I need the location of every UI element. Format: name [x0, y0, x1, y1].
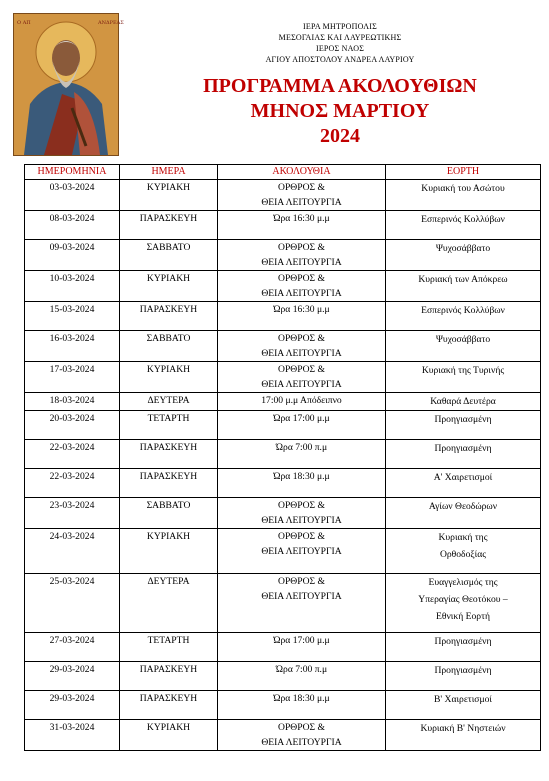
day-cell [120, 411, 218, 440]
service-cell [218, 498, 386, 529]
service-cell-line: ΘΕΙΑ ΛΕΙΤΟΥΡΓΙΑ [261, 348, 342, 359]
day-cell [120, 393, 218, 411]
table-row [25, 469, 541, 498]
day-cell-line: ΤΕΤΑΡΤΗ [147, 413, 190, 424]
feast-cell [386, 574, 541, 633]
date-cell-line: 09-03-2024 [49, 242, 95, 253]
service-cell-line: Ώρα 17:00 μ.μ [273, 635, 330, 646]
date-cell [25, 662, 120, 691]
day-cell-line: ΣΑΒΒΑΤΟ [146, 242, 191, 253]
service-cell [218, 691, 386, 720]
table-row [25, 211, 541, 240]
feast-cell-line: Εσπερινός Κολλύβων [421, 214, 505, 225]
service-cell [218, 180, 386, 211]
service-cell-line: ΟΡΘΡΟΣ & [278, 531, 325, 542]
services-table [24, 164, 541, 751]
feast-cell [386, 393, 541, 411]
column-header-service: ΑΚΟΛΟΥΘΙΑ [218, 165, 386, 180]
date-cell-line: 15-03-2024 [49, 304, 95, 315]
service-cell-line: ΘΕΙΑ ΛΕΙΤΟΥΡΓΙΑ [261, 591, 342, 602]
service-cell-line: ΟΡΘΡΟΣ & [278, 364, 325, 375]
day-cell [120, 662, 218, 691]
service-cell-line: ΘΕΙΑ ΛΕΙΤΟΥΡΓΙΑ [261, 288, 342, 299]
feast-cell-line: Αγίων Θεοδώρων [428, 501, 498, 512]
day-cell [120, 529, 218, 574]
table-row [25, 720, 541, 751]
service-cell-line: Ώρα 7:00 π.μ [275, 664, 328, 675]
service-cell [218, 362, 386, 393]
document-header [140, 21, 540, 149]
date-cell-line: 25-03-2024 [49, 576, 95, 587]
date-cell-line: 08-03-2024 [49, 213, 95, 224]
service-cell-line: Ώρα 7:00 π.μ [275, 442, 328, 453]
metropolis-name-line: ΜΕΣΟΓΑΙΑΣ ΚΑΙ ΛΑΥΡΕΩΤΙΚΗΣ [278, 33, 402, 42]
day-cell-line: ΚΥΡΙΑΚΗ [146, 531, 191, 542]
date-cell [25, 331, 120, 362]
date-cell-line: 31-03-2024 [49, 722, 95, 733]
date-cell-line: 17-03-2024 [49, 364, 95, 375]
day-cell-line: ΠΑΡΑΣΚΕΥΗ [139, 693, 198, 704]
service-cell-line: ΟΡΘΡΟΣ & [278, 722, 325, 733]
service-cell [218, 720, 386, 751]
column-header-day: ΗΜΕΡΑ [120, 165, 218, 180]
service-cell [218, 574, 386, 633]
day-cell [120, 691, 218, 720]
date-cell-line: 27-03-2024 [49, 635, 95, 646]
service-cell [218, 302, 386, 331]
service-cell-line: 17:00 μ.μ Απόδειπνο [261, 395, 342, 406]
day-cell [120, 440, 218, 469]
icon-caption-left: Ο ΑΠ [17, 20, 31, 26]
feast-cell-line: Προηγιασμένη [434, 414, 492, 425]
service-cell-line: ΘΕΙΑ ΛΕΙΤΟΥΡΓΙΑ [261, 546, 342, 557]
feast-cell-line: Προηγιασμένη [434, 636, 492, 647]
feast-cell-line: Προηγιασμένη [434, 443, 492, 454]
day-cell [120, 720, 218, 751]
day-cell-line: ΤΕΤΑΡΤΗ [147, 635, 190, 646]
service-cell [218, 529, 386, 574]
service-cell-line: ΟΡΘΡΟΣ & [278, 273, 325, 284]
day-cell-line: ΚΥΡΙΑΚΗ [146, 722, 191, 733]
day-cell [120, 302, 218, 331]
feast-cell [386, 411, 541, 440]
date-cell-line: 29-03-2024 [49, 693, 95, 704]
date-cell [25, 271, 120, 302]
date-cell [25, 393, 120, 411]
day-cell-line: ΚΥΡΙΑΚΗ [146, 273, 191, 284]
church-label-line: ΙΕΡΟΣ ΝΑΟΣ [315, 44, 365, 53]
table-row [25, 362, 541, 393]
table-row [25, 180, 541, 211]
service-cell-line: ΘΕΙΑ ΛΕΙΤΟΥΡΓΙΑ [261, 737, 342, 748]
feast-cell-line: Καθαρά Δευτέρα [430, 396, 496, 407]
table-header-row [25, 165, 541, 180]
feast-cell-line: Β' Χαιρετισμοί [433, 694, 492, 705]
day-cell-line: ΚΥΡΙΑΚΗ [146, 182, 191, 193]
table-body [25, 180, 541, 751]
church-name-line: ΑΓΙΟΥ ΑΠΟΣΤΟΛΟΥ ΑΝΔΡΕΑ ΛΑΥΡΙΟΥ [265, 55, 415, 64]
table-row [25, 574, 541, 633]
date-cell [25, 691, 120, 720]
service-cell-line: Ώρα 18:30 μ.μ [273, 471, 330, 482]
date-cell-line: 18-03-2024 [49, 395, 95, 406]
date-cell [25, 529, 120, 574]
service-cell [218, 411, 386, 440]
feast-cell-line: Ευαγγελισμός της [428, 577, 498, 588]
feast-cell [386, 302, 541, 331]
service-cell-line: Ώρα 18:30 μ.μ [273, 693, 330, 704]
service-cell-line: ΟΡΘΡΟΣ & [278, 576, 325, 587]
day-cell [120, 633, 218, 662]
feast-cell [386, 469, 541, 498]
date-cell [25, 302, 120, 331]
feast-cell-line: Κυριακή της Τυρινής [421, 365, 505, 376]
day-cell-line: ΠΑΡΑΣΚΕΥΗ [139, 471, 198, 482]
table-row [25, 271, 541, 302]
day-cell-line: ΠΑΡΑΣΚΕΥΗ [139, 213, 198, 224]
day-cell [120, 331, 218, 362]
feast-cell [386, 498, 541, 529]
service-cell-line: Ώρα 17:00 μ.μ [273, 413, 330, 424]
table-row [25, 440, 541, 469]
feast-cell [386, 211, 541, 240]
day-cell [120, 180, 218, 211]
feast-cell-line: Κυριακή Β' Νηστειών [420, 723, 506, 734]
table-row [25, 529, 541, 574]
table-row [25, 633, 541, 662]
day-cell-line: ΚΥΡΙΑΚΗ [146, 364, 191, 375]
feast-cell-line: Εσπερινός Κολλύβων [421, 305, 505, 316]
date-cell [25, 574, 120, 633]
feast-cell-line: Κυριακή της [438, 532, 488, 543]
date-cell [25, 180, 120, 211]
table-row [25, 331, 541, 362]
service-cell [218, 211, 386, 240]
table-row [25, 691, 541, 720]
metropolis-line: ΙΕΡΑ ΜΗΤΡΟΠΟΛΙΣ [303, 22, 377, 31]
feast-cell-line: Α' Χαιρετισμοί [433, 472, 493, 483]
service-cell-line: ΟΡΘΡΟΣ & [278, 333, 325, 344]
day-cell [120, 574, 218, 633]
date-cell [25, 469, 120, 498]
date-cell [25, 362, 120, 393]
feast-cell [386, 240, 541, 271]
month-title: ΜΗΝΟΣ ΜΑΡΤΙΟΥ [250, 100, 430, 122]
service-cell [218, 331, 386, 362]
day-cell-line: ΔΕΥΤΕΡΑ [147, 576, 190, 587]
feast-cell [386, 440, 541, 469]
feast-cell [386, 529, 541, 574]
feast-cell [386, 331, 541, 362]
date-cell [25, 411, 120, 440]
day-cell [120, 498, 218, 529]
day-cell-line: ΠΑΡΑΣΚΕΥΗ [139, 442, 198, 453]
date-cell-line: 22-03-2024 [49, 471, 95, 482]
column-header-date: ΗΜΕΡΟΜΗΝΙΑ [25, 165, 120, 180]
day-cell-line: ΣΑΒΒΑΤΟ [146, 333, 191, 344]
table-row [25, 411, 541, 440]
date-cell [25, 440, 120, 469]
service-cell [218, 633, 386, 662]
icon-caption-right: ΑΝΔΡΕΑΣ [98, 20, 124, 26]
service-cell-line: ΟΡΘΡΟΣ & [278, 500, 325, 511]
day-cell [120, 271, 218, 302]
day-cell-line: ΔΕΥΤΕΡΑ [147, 395, 190, 406]
date-cell [25, 240, 120, 271]
date-cell-line: 22-03-2024 [49, 442, 95, 453]
service-cell-line: ΘΕΙΑ ΛΕΙΤΟΥΡΓΙΑ [261, 257, 342, 268]
day-cell-line: ΠΑΡΑΣΚΕΥΗ [139, 304, 198, 315]
feast-cell [386, 691, 541, 720]
table-row [25, 498, 541, 529]
service-cell [218, 469, 386, 498]
service-cell [218, 393, 386, 411]
service-cell-line: ΘΕΙΑ ΛΕΙΤΟΥΡΓΙΑ [261, 515, 342, 526]
date-cell-line: 23-03-2024 [49, 500, 95, 511]
feast-cell [386, 180, 541, 211]
date-cell-line: 29-03-2024 [49, 664, 95, 675]
date-cell-line: 10-03-2024 [49, 273, 95, 284]
date-cell [25, 633, 120, 662]
table-row [25, 240, 541, 271]
schedule-title: ΠΡΟΓΡΑΜΜΑ ΑΚΟΛΟΥΘΙΩΝ [203, 75, 477, 97]
column-header-feast: ΕΟΡΤΗ [386, 165, 541, 180]
feast-cell-line: Προηγιασμένη [434, 665, 492, 676]
feast-cell-line: Υπεραγίας Θεοτόκου – [418, 594, 508, 605]
table-row [25, 662, 541, 691]
feast-cell-line: Κυριακή του Ασώτου [421, 183, 505, 194]
day-cell-line: ΣΑΒΒΑΤΟ [146, 500, 191, 511]
day-cell [120, 240, 218, 271]
year-title: 2024 [320, 125, 360, 147]
service-cell-line: ΘΕΙΑ ΛΕΙΤΟΥΡΓΙΑ [261, 379, 342, 390]
date-cell-line: 20-03-2024 [49, 413, 95, 424]
feast-cell [386, 362, 541, 393]
table-row [25, 302, 541, 331]
saint-andrew-icon [13, 13, 124, 156]
feast-cell [386, 271, 541, 302]
service-cell [218, 240, 386, 271]
feast-cell-line: Κυριακή των Απόκρεω [418, 274, 508, 285]
day-cell-line: ΠΑΡΑΣΚΕΥΗ [139, 664, 198, 675]
feast-cell-line: Εθνική Εορτή [436, 611, 490, 622]
date-cell [25, 211, 120, 240]
service-cell-line: ΟΡΘΡΟΣ & [278, 242, 325, 253]
service-cell-line: Ώρα 16:30 μ.μ [273, 213, 330, 224]
service-cell-line: Ώρα 16:30 μ.μ [273, 304, 330, 315]
service-cell-line: ΘΕΙΑ ΛΕΙΤΟΥΡΓΙΑ [261, 197, 342, 208]
day-cell [120, 362, 218, 393]
feast-cell-line: Ψυχοσάββατο [435, 243, 491, 254]
feast-cell-line: Ψυχοσάββατο [435, 334, 491, 345]
date-cell-line: 16-03-2024 [49, 333, 95, 344]
feast-cell [386, 720, 541, 751]
feast-cell [386, 633, 541, 662]
feast-cell [386, 662, 541, 691]
date-cell-line: 24-03-2024 [49, 531, 95, 542]
service-cell [218, 440, 386, 469]
day-cell [120, 211, 218, 240]
service-cell [218, 271, 386, 302]
date-cell-line: 03-03-2024 [49, 182, 95, 193]
service-cell [218, 662, 386, 691]
table-row [25, 393, 541, 411]
feast-cell-line: Ορθοδοξίας [439, 549, 487, 560]
service-cell-line: ΟΡΘΡΟΣ & [278, 182, 325, 193]
date-cell [25, 498, 120, 529]
day-cell [120, 469, 218, 498]
date-cell [25, 720, 120, 751]
